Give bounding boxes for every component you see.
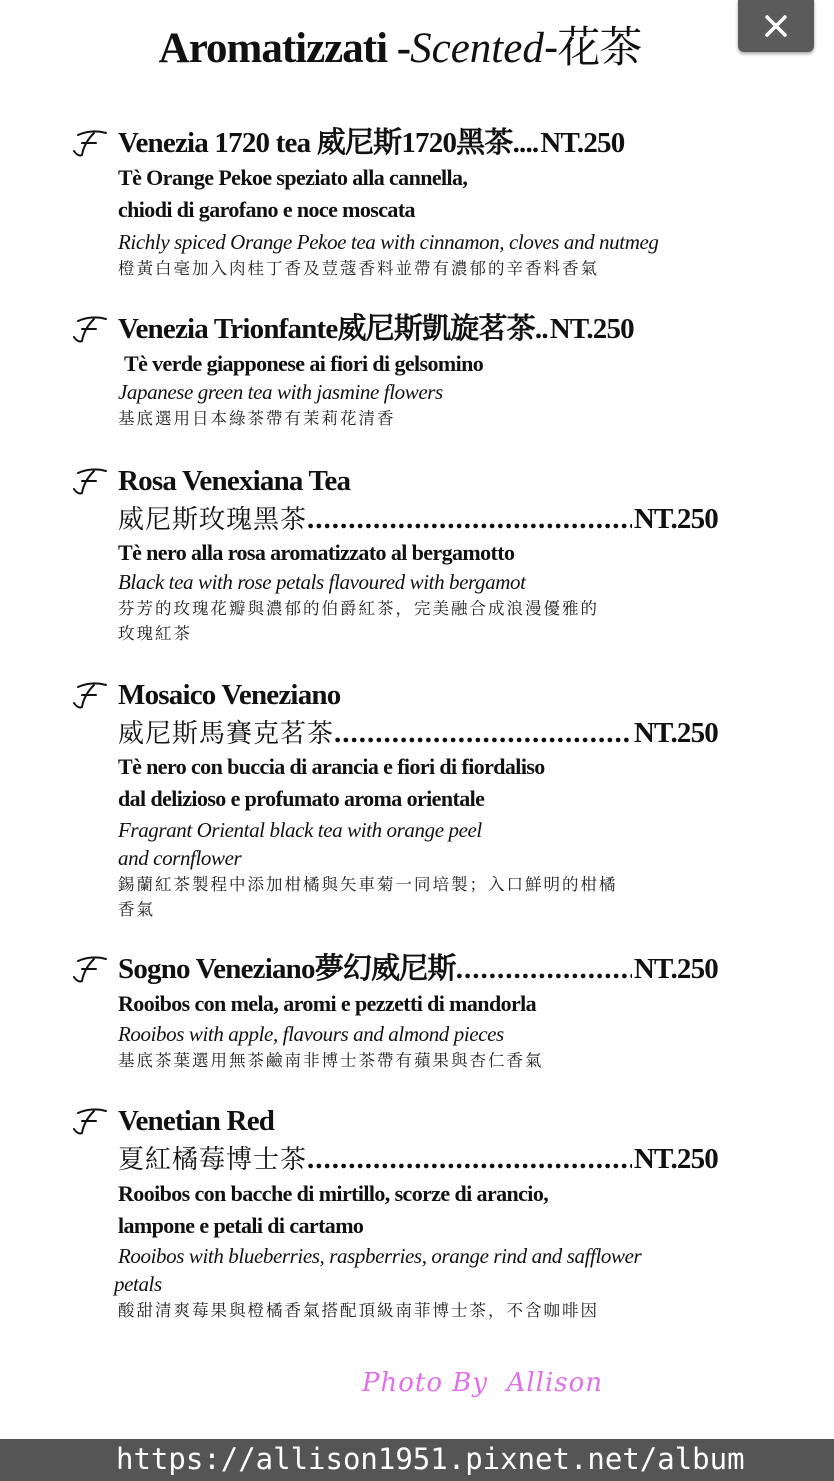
item-en-line: Japanese green tea with jasmine flowers (118, 380, 443, 404)
item-price: NT.250 (633, 503, 718, 535)
item-en-line: and cornflower (118, 846, 242, 870)
menu-item-mosaico-veneziano (72, 676, 732, 926)
url-text: https://allison1951.pixnet.net/album (116, 1442, 745, 1476)
item-dots (334, 716, 632, 750)
item-zh-line: 酸甜清爽莓果與橙橘香氣搭配頂級南菲博士茶，不含咖啡因 (118, 1301, 599, 1320)
fleuron-icon (72, 681, 110, 709)
item-it-line: Rooibos con bacche di mirtillo, scorze di arancio, (118, 1181, 549, 1206)
item-name: Sogno Veneziano夢幻威尼斯 (118, 953, 456, 985)
item-dots: .. (534, 313, 548, 345)
menu-item-venetian-red (72, 1102, 732, 1332)
item-dots (307, 1142, 632, 1176)
item-zh-line: 錫蘭紅茶製程中添加柑橘與矢車菊一同培製；入口鮮明的柑橘 (118, 875, 618, 894)
item-zh-line: 橙黃白毫加入肉桂丁香及荳蔻香料並帶有濃郁的辛香料香氣 (118, 259, 599, 278)
item-zh-line: 芬芳的玫瑰花瓣與濃郁的伯爵紅茶，完美融合成浪漫優雅的 (118, 599, 599, 618)
item-name-zh: 夏紅橘莓博士茶 (118, 1145, 308, 1175)
item-zh-line: 基底茶葉選用無茶鹼南非博士茶帶有蘋果與杏仁香氣 (118, 1051, 544, 1070)
item-it-line: Tè verde giapponese ai fiori di gelsomino (124, 351, 484, 376)
fleuron-icon (72, 129, 110, 157)
item-name: Venetian Red (118, 1105, 275, 1137)
fleuron-icon (72, 467, 110, 495)
item-it-line: Tè nero alla rosa aromatizzato al bergamotto (118, 540, 515, 565)
item-name-zh: 威尼斯馬賽克茗茶 (118, 719, 335, 749)
url-bar (0, 1439, 834, 1481)
item-en-line: Black tea with rose petals flavoured with bergamot (118, 570, 526, 594)
item-name: Venezia 1720 tea 威尼斯1720黑茶 (118, 127, 513, 159)
item-name: Venezia Trionfante威尼斯凱旋茗茶 (118, 313, 535, 345)
item-name-zh: 威尼斯玫瑰黑茶 (118, 505, 308, 535)
menu-item-rosa-venexiana (72, 462, 732, 652)
item-it-line: dal delizioso e profumato aroma orientale (118, 786, 485, 811)
item-price: NT.250 (549, 313, 634, 345)
fleuron-icon (72, 955, 110, 983)
fleuron-icon (72, 1107, 110, 1135)
item-en-line: Rooibos with blueberries, raspberries, orange rind and safflower (118, 1244, 642, 1268)
fleuron-icon (72, 315, 110, 343)
item-name: Rosa Venexiana Tea (118, 465, 351, 497)
item-dots: .... (512, 127, 539, 159)
item-en-line: Fragrant Oriental black tea with orange peel (118, 818, 482, 842)
item-name: Mosaico Veneziano (118, 679, 341, 711)
item-en-line: Richly spiced Orange Pekoe tea with cinnamon, cloves and nutmeg (118, 230, 659, 254)
photo-watermark: Photo By Allison (362, 1368, 604, 1398)
item-en-line: petals (114, 1272, 162, 1296)
item-it-line: Rooibos con mela, aromi e pezzetti di mandorla (118, 991, 537, 1016)
page-title: Aromatizzati -Scented-花茶 (158, 23, 642, 73)
item-price: NT.250 (633, 1143, 718, 1175)
item-it-line: Tè nero con buccia di arancia e fiori di fiordaliso (118, 754, 545, 779)
item-dots (456, 952, 632, 986)
item-price: NT.250 (633, 953, 718, 985)
menu-item-sogno-veneziano (72, 950, 732, 1080)
menu-item-venezia-1720 (72, 124, 732, 284)
item-price: NT.250 (540, 127, 625, 159)
item-it-line: chiodi di garofano e noce moscata (118, 197, 415, 222)
item-price: NT.250 (633, 717, 718, 749)
item-en-line: Rooibos with apple, flavours and almond pieces (118, 1022, 504, 1046)
item-zh-line: 基底選用日本綠茶帶有茉莉花清香 (118, 409, 396, 428)
menu-item-venezia-trionfante (72, 310, 732, 440)
item-zh-line: 香氣 (118, 900, 155, 919)
item-it-line: Tè Orange Pekoe speziato alla cannella, (118, 165, 468, 190)
item-zh-line: 玫瑰紅茶 (118, 624, 192, 643)
item-dots (307, 502, 632, 536)
item-it-line: lampone e petali di cartamo (118, 1213, 364, 1238)
